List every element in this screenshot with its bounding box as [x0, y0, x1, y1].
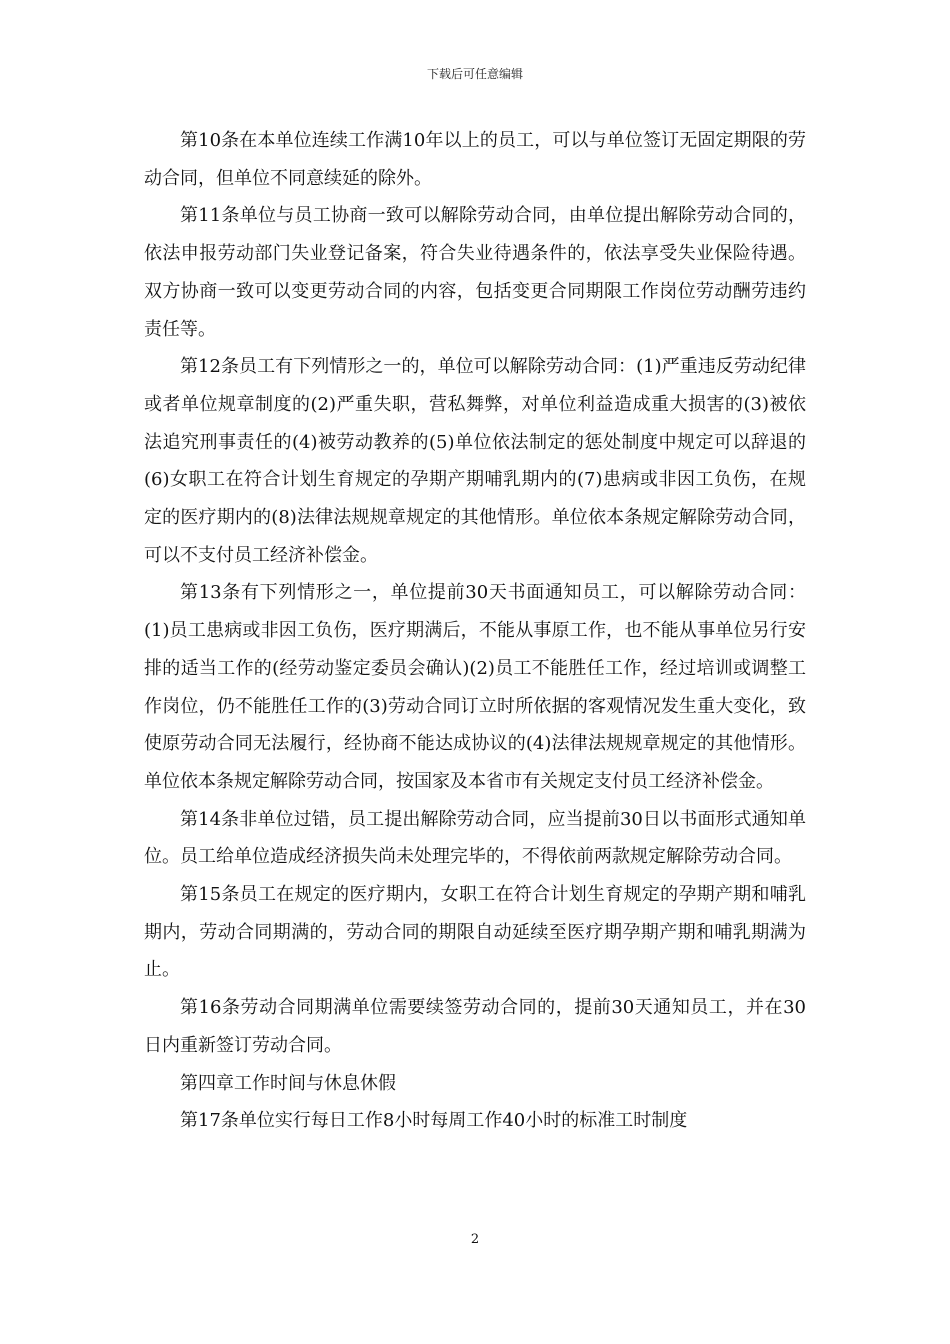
paragraph-article-15: 第15条员工在规定的医疗期内，女职工在符合计划生育规定的孕期产期和哺乳期内，劳动合同期满的，劳动合同的期限自动延续至医疗期孕期产期和哺乳期满为止。	[144, 884, 806, 981]
paragraph-article-12: 第12条员工有下列情形之一的，单位可以解除劳动合同：(1)严重违反劳动纪律或者单位规章制度的(2)严重失职，营私舞弊，对单位利益造成重大损害的(3)被依法追究刑事责任的(4)被劳动教养的(5)单位依法制定的惩处制度中规定可以辞退的(6)女职工在符合计划生育规定的孕期产期哺乳期内的(7)患病或非因工负伤，在规定的医疗期内的(8)法律法规规章规定的其他情形。单位依本条规定解除劳动合同，可以不支付员工经济补偿金。	[144, 356, 806, 566]
paragraph-article-11: 第11条单位与员工协商一致可以解除劳动合同，由单位提出解除劳动合同的，依法申报劳动部门失业登记备案，符合失业待遇条件的，依法享受失业保险待遇。双方协商一致可以变更劳动合同的内容，包括变更合同期限工作岗位劳动酬劳违约责任等。	[144, 205, 806, 340]
paragraph-article-14: 第14条非单位过错，员工提出解除劳动合同，应当提前30日以书面形式通知单位。员工给单位造成经济损失尚未处理完毕的，不得依前两款规定解除劳动合同。	[144, 808, 806, 868]
chapter-heading: 第四章工作时间与休息休假	[180, 1072, 396, 1094]
paragraph-article-10: 第10条在本单位连续工作满10年以上的员工，可以与单位签订无固定期限的劳动合同，但单位不同意续延的除外。	[144, 130, 806, 189]
page-number: 2	[470, 1232, 480, 1247]
document-body	[144, 122, 806, 1140]
paragraph-article-17: 第17条单位实行每日工作8小时每周工作40小时的标准工时制度	[180, 1110, 688, 1132]
paragraph-article-16: 第16条劳动合同期满单位需要续签劳动合同的，提前30天通知员工，并在30日内重新签订劳动合同。	[144, 997, 806, 1056]
page-header: 下载后可任意编辑	[426, 67, 523, 81]
paragraph-article-13: 第13条有下列情形之一，单位提前30天书面通知员工，可以解除劳动合同：(1)员工患病或非因工负伤，医疗期满后，不能从事原工作，也不能从事单位另行安排的适当工作的(经劳动鉴定委员会确认)(2)员工不能胜任工作，经过培训或调整工作岗位，仍不能胜任工作的(3)劳动合同订立时所依据的客观情况发生重大变化，致使原劳动合同无法履行，经协商不能达成协议的(4)法律法规规章规定的其他情形。单位依本条规定解除劳动合同，按国家及本省市有关规定支付员工经济补偿金。	[144, 582, 806, 792]
